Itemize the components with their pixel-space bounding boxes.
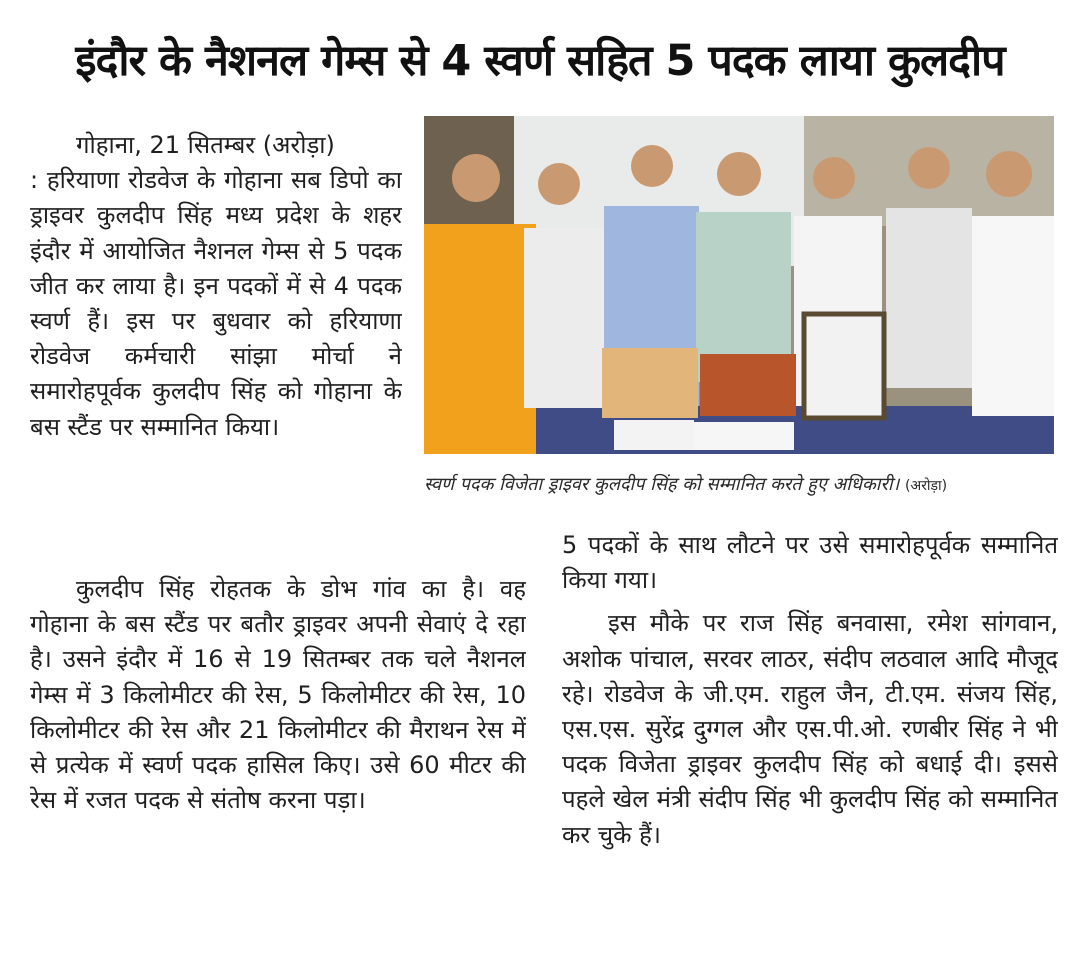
photo-illustration — [424, 116, 1054, 454]
article-paragraph-2: कुलदीप सिंह रोहतक के डोभ गांव का है। वह गोहाना के बस स्टैंड पर बतौर ड्राइवर अपनी सेवाएं दे रहा है। उसने इंदौर में 16 से 19 सितम्बर तक चले नैशनल गेम्स में 3 किलोमीटर की रेस, 5 किलोमीटर की रेस, 10 किलोमीटर की रेस और 21 किलोमीटर की मैराथन रेस में से प्रत्येक में स्वर्ण पदक हासिल किए। उसे 60 मीटर की रेस में रजत पदक से संतोष करना पड़ा। — [30, 575, 526, 815]
article-paragraph-4: इस मौके पर राज सिंह बनवासा, रमेश सांगवान, अशोक पांचाल, सरवर लाठर, संदीप लठवाल आदि मौजूद रहे। रोडवेज के जी.एम. राहुल जैन, टी.एम. संजय सिंह, एस.एस. सुरेंद्र दुग्गल और एस.पी.ओ. रणबीर सिंह ने भी पदक विजेता ड्राइवर कुलदीप सिंह को बधाई दी। इससे पहले खेल मंत्री संदीप सिंह भी कुलदीप सिंह को सम्मानित कर चुके हैं। — [562, 609, 1058, 849]
caption-text: स्वर्ण पदक विजेता ड्राइवर कुलदीप सिंह को सम्मानित करते हुए अधिकारी। — [424, 474, 900, 495]
caption-credit: (अरोड़ा) — [905, 478, 948, 494]
article-column-right — [562, 528, 1058, 948]
article-paragraph-1: : हरियाणा रोडवेज के गोहाना सब डिपो का ड्राइवर कुलदीप सिंह मध्य प्रदेश के शहर इंदौर में आयोजित नैशनल गेम्स से 5 पदक जीत कर लाया है। इन पदकों में से 4 पदक स्वर्ण हैं। इस पर बुधवार को हरियाणा रोडवेज कर्मचारी सांझा मोर्चा ने समारोहपूर्वक कुलदीप सिंह को गोहाना के बस स्टैंड पर सम्मानित किया। — [30, 166, 402, 441]
article-paragraph-3: 5 पदकों के साथ लौटने पर उसे समारोहपूर्वक सम्मानित किया गया। — [562, 531, 1058, 595]
article-column-left-top — [30, 128, 402, 556]
article-column-left-bottom — [30, 572, 526, 952]
photo-caption — [424, 468, 1054, 502]
dateline: गोहाना, 21 सितम्बर (अरोड़ा) — [76, 131, 335, 159]
headline: इंदौर के नैशनल गेम्स से 4 स्वर्ण सहित 5 पदक लाया कुलदीप — [75, 36, 1005, 86]
news-photo — [424, 116, 1054, 454]
